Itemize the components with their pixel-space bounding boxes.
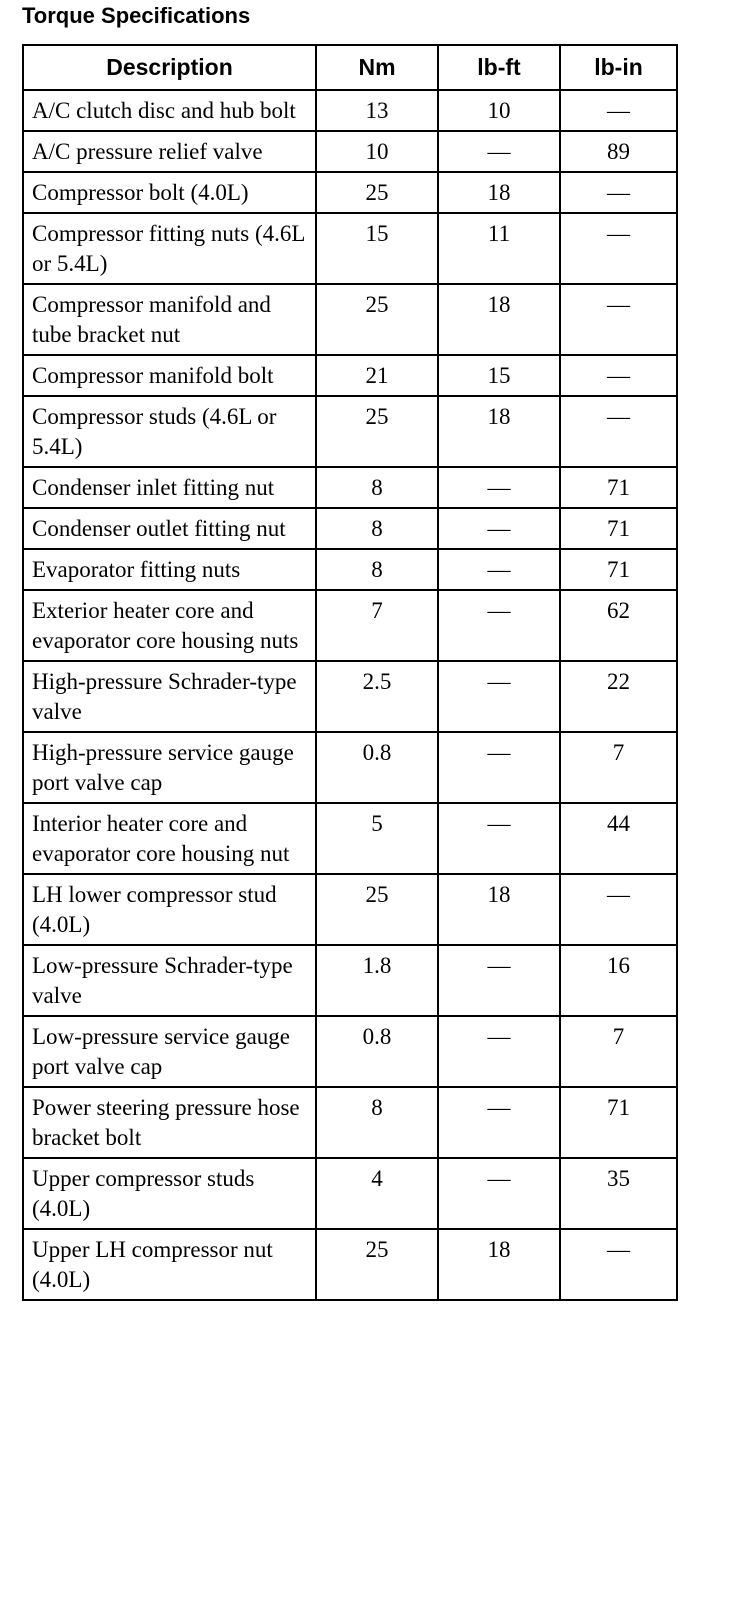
- cell-nm: 15: [316, 213, 438, 284]
- cell-lb-in: 16: [560, 945, 677, 1016]
- cell-lb-in: —: [560, 874, 677, 945]
- cell-lb-in: 89: [560, 131, 677, 172]
- table-row: [23, 508, 677, 549]
- cell-lb-ft: —: [438, 508, 560, 549]
- cell-description: A/C pressure relief valve: [23, 131, 316, 172]
- cell-description: Compressor studs (4.6L or 5.4L): [23, 396, 316, 467]
- cell-lb-in: 71: [560, 549, 677, 590]
- cell-description: Condenser outlet fitting nut: [23, 508, 316, 549]
- cell-nm: 25: [316, 396, 438, 467]
- cell-nm: 5: [316, 803, 438, 874]
- table-row: [23, 549, 677, 590]
- cell-nm: 21: [316, 355, 438, 396]
- cell-nm: 7: [316, 590, 438, 661]
- cell-description: LH lower compressor stud (4.0L): [23, 874, 316, 945]
- cell-description: Power steering pressure hose bracket bolt: [23, 1087, 316, 1158]
- cell-lb-in: —: [560, 1229, 677, 1300]
- cell-description: Condenser inlet fitting nut: [23, 467, 316, 508]
- cell-lb-ft: —: [438, 1087, 560, 1158]
- cell-nm: 10: [316, 131, 438, 172]
- cell-lb-in: —: [560, 172, 677, 213]
- cell-lb-ft: 18: [438, 1229, 560, 1300]
- cell-lb-in: 35: [560, 1158, 677, 1229]
- cell-lb-in: —: [560, 90, 677, 131]
- cell-lb-ft: 18: [438, 874, 560, 945]
- cell-description: Interior heater core and evaporator core housing nut: [23, 803, 316, 874]
- cell-lb-ft: —: [438, 590, 560, 661]
- table-row: [23, 945, 677, 1016]
- cell-nm: 0.8: [316, 732, 438, 803]
- cell-nm: 8: [316, 1087, 438, 1158]
- cell-description: Compressor fitting nuts (4.6L or 5.4L): [23, 213, 316, 284]
- cell-lb-in: 22: [560, 661, 677, 732]
- page-title: Torque Specifications: [22, 3, 251, 28]
- table-row: [23, 874, 677, 945]
- table-row: [23, 661, 677, 732]
- cell-lb-in: 71: [560, 508, 677, 549]
- cell-lb-ft: —: [438, 131, 560, 172]
- cell-lb-ft: —: [438, 549, 560, 590]
- cell-nm: 8: [316, 549, 438, 590]
- cell-lb-ft: 18: [438, 396, 560, 467]
- table-row: [23, 803, 677, 874]
- header-lb-ft: lb-ft: [438, 45, 560, 90]
- cell-lb-ft: —: [438, 945, 560, 1016]
- cell-lb-ft: 10: [438, 90, 560, 131]
- cell-lb-in: —: [560, 396, 677, 467]
- table-row: [23, 1016, 677, 1087]
- table-row: [23, 284, 677, 355]
- cell-description: High-pressure service gauge port valve cap: [23, 732, 316, 803]
- cell-description: Exterior heater core and evaporator core housing nuts: [23, 590, 316, 661]
- cell-description: Evaporator fitting nuts: [23, 549, 316, 590]
- cell-description: Low-pressure Schrader-type valve: [23, 945, 316, 1016]
- cell-lb-ft: 11: [438, 213, 560, 284]
- header-lb-in: lb-in: [560, 45, 677, 90]
- cell-description: A/C clutch disc and hub bolt: [23, 90, 316, 131]
- cell-description: Compressor manifold and tube bracket nut: [23, 284, 316, 355]
- table-row: [23, 732, 677, 803]
- cell-lb-ft: 18: [438, 284, 560, 355]
- cell-nm: 2.5: [316, 661, 438, 732]
- cell-lb-ft: 15: [438, 355, 560, 396]
- cell-description: Upper compressor studs (4.0L): [23, 1158, 316, 1229]
- table-row: [23, 590, 677, 661]
- cell-lb-in: —: [560, 213, 677, 284]
- cell-nm: 25: [316, 1229, 438, 1300]
- cell-nm: 4: [316, 1158, 438, 1229]
- torque-spec-table: [22, 44, 678, 1301]
- cell-description: Low-pressure service gauge port valve cap: [23, 1016, 316, 1087]
- cell-lb-ft: —: [438, 661, 560, 732]
- cell-nm: 8: [316, 508, 438, 549]
- table-row: [23, 396, 677, 467]
- table-header-row: [23, 45, 677, 90]
- cell-lb-ft: —: [438, 1016, 560, 1087]
- cell-lb-in: —: [560, 284, 677, 355]
- cell-nm: 25: [316, 874, 438, 945]
- cell-description: High-pressure Schrader-type valve: [23, 661, 316, 732]
- header-nm: Nm: [316, 45, 438, 90]
- cell-lb-ft: —: [438, 467, 560, 508]
- cell-lb-in: 44: [560, 803, 677, 874]
- table-row: [23, 172, 677, 213]
- table-row: [23, 467, 677, 508]
- cell-lb-ft: 18: [438, 172, 560, 213]
- table-row: [23, 355, 677, 396]
- cell-lb-in: 7: [560, 732, 677, 803]
- cell-lb-in: 71: [560, 467, 677, 508]
- cell-nm: 25: [316, 284, 438, 355]
- cell-nm: 25: [316, 172, 438, 213]
- table-row: [23, 90, 677, 131]
- table-row: [23, 1229, 677, 1300]
- cell-nm: 0.8: [316, 1016, 438, 1087]
- cell-lb-in: 71: [560, 1087, 677, 1158]
- cell-lb-ft: —: [438, 1158, 560, 1229]
- table-row: [23, 131, 677, 172]
- table-row: [23, 1158, 677, 1229]
- cell-lb-ft: —: [438, 803, 560, 874]
- cell-description: Upper LH compressor nut (4.0L): [23, 1229, 316, 1300]
- cell-nm: 13: [316, 90, 438, 131]
- table-row: [23, 213, 677, 284]
- cell-description: Compressor bolt (4.0L): [23, 172, 316, 213]
- cell-description: Compressor manifold bolt: [23, 355, 316, 396]
- cell-lb-in: 7: [560, 1016, 677, 1087]
- cell-lb-in: —: [560, 355, 677, 396]
- header-description: Description: [23, 45, 316, 90]
- table-row: [23, 1087, 677, 1158]
- cell-nm: 8: [316, 467, 438, 508]
- cell-nm: 1.8: [316, 945, 438, 1016]
- cell-lb-in: 62: [560, 590, 677, 661]
- cell-lb-ft: —: [438, 732, 560, 803]
